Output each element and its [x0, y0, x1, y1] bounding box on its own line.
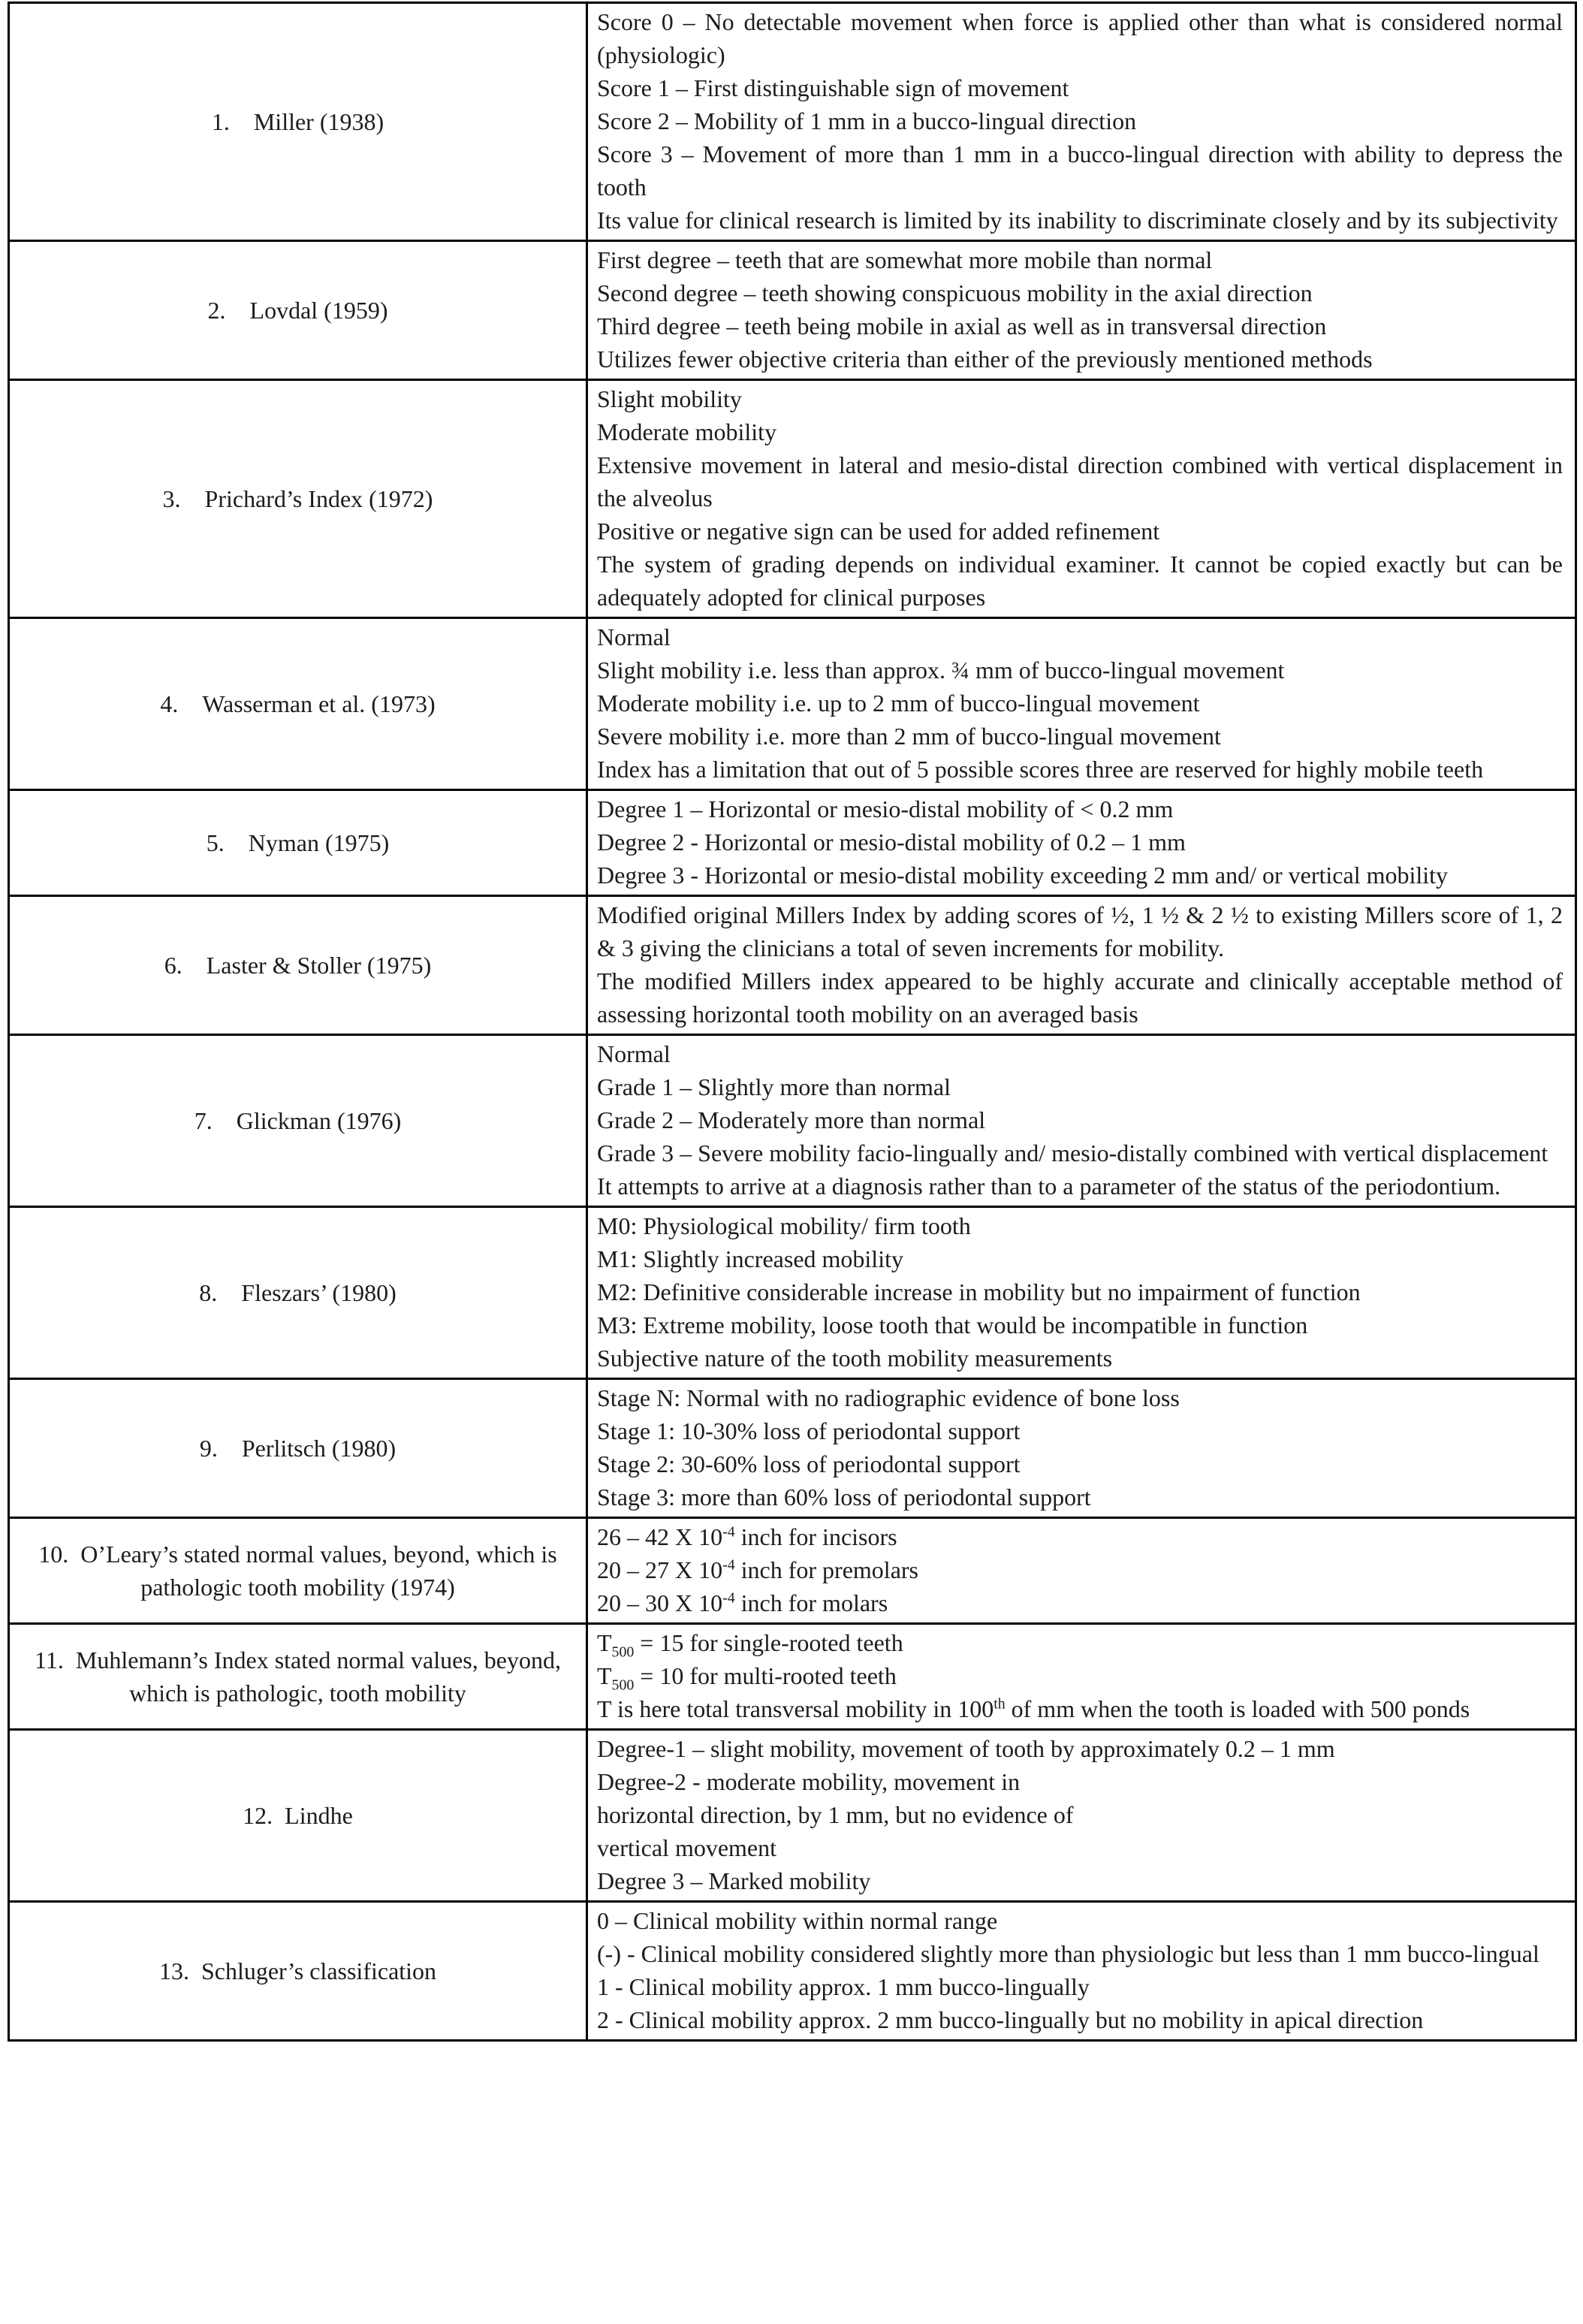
description-line: Modified original Millers Index by adding scores of ½, 1 ½ & 2 ½ to existing Millers score of 1, 2 & 3 giving the clinicians a total of seven increments for mobility.: [597, 901, 1563, 961]
description-line: Severe mobility i.e. more than 2 mm of bucco-lingual movement: [597, 723, 1221, 750]
description-line: Score 0 – No detectable movement when force is applied other than what is considered normal (physiologic): [597, 8, 1563, 68]
description-line: Moderate mobility i.e. up to 2 mm of bucco-lingual movement: [597, 690, 1200, 717]
description-line: Grade 3 – Severe mobility facio-lingually and/ mesio-distally combined with vertical displacement: [597, 1139, 1548, 1167]
description-line: The system of grading depends on individual examiner. It cannot be copied exactly but can be adequately adopted for clinical purposes: [597, 551, 1563, 611]
description-cell: [587, 1518, 1576, 1624]
description-line: Score 2 – Mobility of 1 mm in a bucco-lingual direction: [597, 107, 1137, 134]
description-line: Stage 1: 10-30% loss of periodontal support: [597, 1417, 1021, 1444]
description-line: Degree 3 – Marked mobility: [597, 1867, 871, 1894]
index-title: 9. Perlitsch (1980): [199, 1435, 397, 1462]
table-body: [9, 3, 1576, 2041]
description-line: Stage N: Normal with no radiographic evidence of bone loss: [597, 1384, 1180, 1411]
description-line: 20 – 30 X $10^{-4}$ inch for molars: [597, 1589, 888, 1616]
index-title: 1. Miller (1938): [211, 108, 384, 135]
description-line: Second degree – teeth showing conspicuous mobility in the axial direction: [597, 279, 1313, 306]
description-line: 26 – 42 X $10^{-4}$ inch for incisors: [597, 1523, 897, 1550]
description-line: Third degree – teeth being mobile in axial as well as in transversal direction: [597, 312, 1327, 340]
table-row: [9, 3, 1576, 241]
description-line: Degree 1 – Horizontal or mesio-distal mobility of < 0.2 mm: [597, 795, 1174, 822]
index-title-cell: [9, 618, 587, 790]
description-line: It attempts to arrive at a diagnosis rather than to a parameter of the status of the periodontium.: [597, 1173, 1501, 1200]
table-row: [9, 1207, 1576, 1379]
table-row: [9, 1035, 1576, 1207]
description-line: M1: Slightly increased mobility: [597, 1245, 903, 1272]
index-title: 3. Prichard’s Index (1972): [162, 485, 433, 512]
tooth-mobility-index-table: [8, 2, 1577, 2042]
description-cell: [587, 896, 1576, 1035]
description-cell: [587, 1624, 1576, 1730]
index-title: 10. O’Leary’s stated normal values, beyond, which is pathologic tooth mobility (1974): [38, 1541, 557, 1601]
description-line: The modified Millers index appeared to be highly accurate and clinically acceptable method of assessing horizontal tooth mobility on an averaged basis: [597, 967, 1563, 1028]
description-line: Moderate mobility: [597, 418, 777, 445]
index-title-cell: [9, 1902, 587, 2041]
index-title-cell: [9, 1379, 587, 1518]
table-row: [9, 380, 1576, 618]
description-line: M2: Definitive considerable increase in mobility but no impairment of function: [597, 1278, 1361, 1305]
index-title-cell: [9, 380, 587, 618]
table-row: [9, 896, 1576, 1035]
description-line: Degree-2 - moderate mobility, movement in: [597, 1768, 1021, 1795]
description-line: Score 3 – Movement of more than 1 mm in a bucco-lingual direction with ability to depress the tooth: [597, 140, 1563, 201]
table-row: [9, 241, 1576, 380]
description-line: Grade 2 – Moderately more than normal: [597, 1106, 986, 1133]
index-title: 13. Schluger’s classification: [158, 1957, 437, 1984]
description-line: Score 1 – First distinguishable sign of movement: [597, 74, 1069, 101]
description-cell: [587, 3, 1576, 241]
index-title: 7. Glickman (1976): [194, 1107, 402, 1134]
description-line: M3: Extreme mobility, loose tooth that would be incompatible in function: [597, 1311, 1308, 1339]
description-line: M0: Physiological mobility/ firm tooth: [597, 1212, 971, 1239]
index-title-cell: [9, 896, 587, 1035]
index-title-cell: [9, 790, 587, 896]
index-title: 4. Wasserman et al. (1973): [160, 690, 436, 717]
description-line: Degree-1 – slight mobility, movement of tooth by approximately 0.2 – 1 mm: [597, 1735, 1335, 1762]
table-row: [9, 1379, 1576, 1518]
description-line: First degree – teeth that are somewhat more mobile than normal: [597, 246, 1213, 273]
index-title-cell: [9, 1207, 587, 1379]
description-line: vertical movement: [597, 1834, 777, 1861]
table-row: [9, 790, 1576, 896]
description-cell: [587, 1379, 1576, 1518]
index-title-cell: [9, 1035, 587, 1207]
description-cell: [587, 241, 1576, 380]
description-cell: [587, 1730, 1576, 1902]
description-line: $T_{500} = 15$ for single-rooted teeth: [597, 1629, 903, 1661]
index-title: 12. Lindhe: [243, 1802, 353, 1829]
description-line: 2 - Clinical mobility approx. 2 mm bucco-lingually but no mobility in apical direction: [597, 2006, 1424, 2033]
description-line: Stage 2: 30-60% loss of periodontal support: [597, 1450, 1021, 1477]
description-cell: [587, 380, 1576, 618]
description-line: Subjective nature of the tooth mobility measurements: [597, 1345, 1113, 1372]
index-title: 2. Lovdal (1959): [207, 297, 388, 324]
description-cell: [587, 618, 1576, 790]
table-row: [9, 1624, 1576, 1730]
index-title-cell: [9, 1518, 587, 1624]
description-cell: [587, 1902, 1576, 2041]
description-line: 1 - Clinical mobility approx. 1 mm bucco-lingually: [597, 1973, 1090, 2000]
description-line: Slight mobility: [597, 385, 742, 412]
description-line: Extensive movement in lateral and mesio-distal direction combined with vertical displacement in the alveolus: [597, 451, 1563, 512]
description-cell: [587, 1207, 1576, 1379]
description-line: Degree 3 - Horizontal or mesio-distal mobility exceeding 2 mm and/ or vertical mobility: [597, 862, 1449, 889]
description-line: horizontal direction, by 1 mm, but no evidence of: [597, 1801, 1074, 1828]
description-line: Index has a limitation that out of 5 possible scores three are reserved for highly mobile teeth: [597, 756, 1484, 783]
table-row: [9, 1902, 1576, 2041]
table-row: [9, 1518, 1576, 1624]
description-line: Stage 3: more than 60% loss of periodontal support: [597, 1483, 1091, 1511]
index-title-cell: [9, 241, 587, 380]
description-line: 20 – 27 X $10^{-4}$ inch for premolars: [597, 1556, 918, 1583]
index-title: 6. Laster & Stoller (1975): [164, 952, 432, 979]
index-title: 5. Nyman (1975): [206, 829, 390, 856]
index-title: 11. Muhlemann’s Index stated normal values, beyond, which is pathologic, tooth mobility: [35, 1646, 561, 1707]
description-line: (-) - Clinical mobility considered slightly more than physiologic but less than 1 mm bucco-lingual: [597, 1940, 1539, 1967]
description-line: Normal: [597, 1040, 671, 1067]
description-line: Grade 1 – Slightly more than normal: [597, 1073, 951, 1100]
description-line: T is here total transversal mobility in 100th of mm when the tooth is loaded with 500 ponds: [597, 1695, 1470, 1722]
description-line: Its value for clinical research is limited by its inability to discriminate closely and by its subjectivity: [597, 207, 1558, 234]
description-line: $T_{500} = 10$ for multi-rooted teeth: [597, 1662, 897, 1694]
index-title-cell: [9, 1730, 587, 1902]
description-cell: [587, 790, 1576, 896]
table-row: [9, 618, 1576, 790]
description-line: Degree 2 - Horizontal or mesio-distal mobility of 0.2 – 1 mm: [597, 828, 1186, 856]
index-title: 8. Fleszars’ (1980): [199, 1279, 397, 1306]
description-line: Normal: [597, 623, 671, 650]
description-cell: [587, 1035, 1576, 1207]
description-line: Positive or negative sign can be used for added refinement: [597, 518, 1160, 545]
description-line: Slight mobility i.e. less than approx. ¾ mm of bucco-lingual movement: [597, 656, 1285, 684]
index-title-cell: [9, 3, 587, 241]
description-line: 0 – Clinical mobility within normal range: [597, 1907, 998, 1934]
table-row: [9, 1730, 1576, 1902]
description-line: Utilizes fewer objective criteria than either of the previously mentioned methods: [597, 346, 1373, 373]
index-title-cell: [9, 1624, 587, 1730]
